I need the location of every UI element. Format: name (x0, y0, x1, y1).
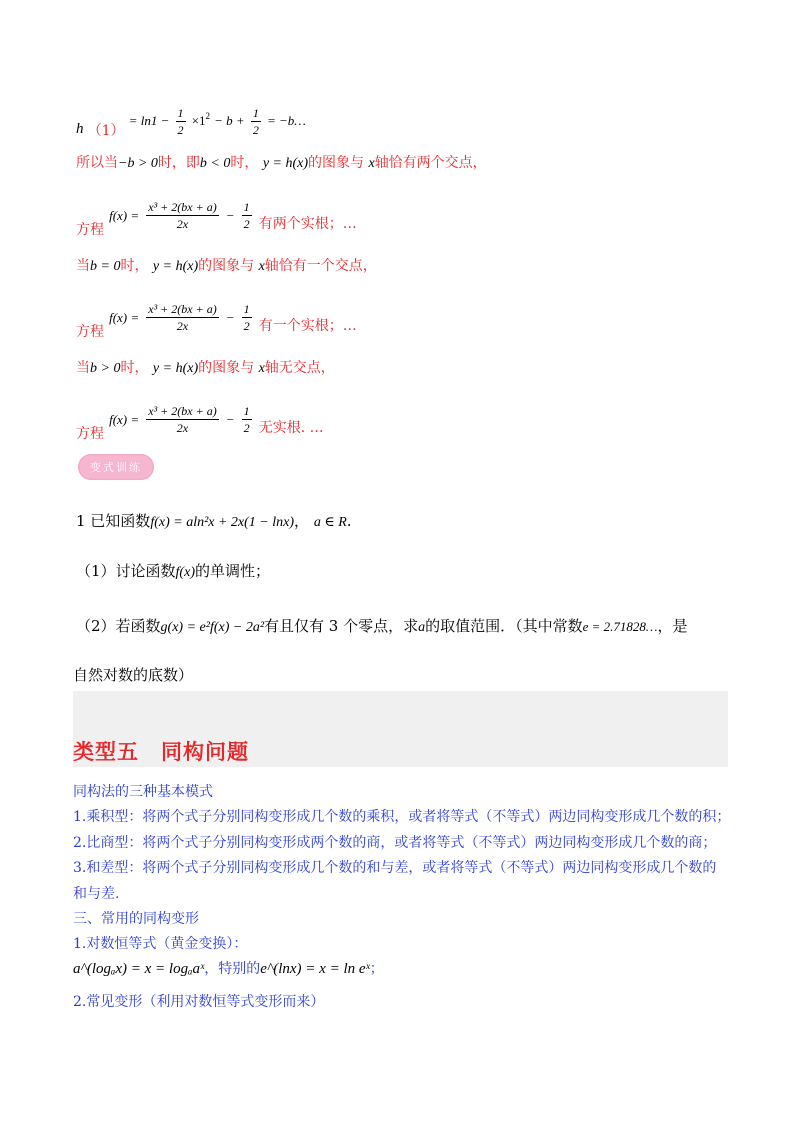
exercise-intro-c: . (346, 512, 352, 530)
half-num-2: 1 (252, 106, 259, 120)
case2-text-d: 的图象与 (198, 258, 255, 274)
equation-one (76, 200, 357, 238)
variant-training-badge (78, 454, 154, 480)
half-den-2: 2 (252, 123, 259, 137)
h-symbol: h (76, 121, 84, 137)
content-line-8-mid: ，特别的 (204, 961, 261, 977)
h-value-line (76, 106, 306, 137)
half-num: 1 (177, 106, 184, 120)
question-two-line2: 自然对数的底数） (73, 666, 194, 684)
case1-axis: x (368, 156, 375, 171)
equation-two (76, 302, 357, 340)
eq1-half-num: 1 (243, 200, 250, 214)
case1-cond: −b > 0 (118, 156, 158, 171)
eq3-prefix: 方程 (76, 426, 104, 442)
case1-text-d: 的图象与 (308, 155, 365, 171)
eq2-fraction (146, 302, 218, 333)
case2-axis: x (258, 259, 265, 274)
case-one-line (76, 152, 487, 172)
content-line-2: 1.乘积型：将两个式子分别同构变形成几个数的乘积，或者将等式（不等式）两边同构变形成几个数的积； (73, 809, 731, 825)
case1-func: y = h(x) (262, 156, 309, 171)
case1-cond2: b < 0 (199, 156, 231, 171)
case1-text-e: 轴恰有两个交点， (374, 155, 487, 171)
eq3-minus: − (225, 412, 235, 427)
eq2-prefix: 方程 (76, 324, 104, 340)
ln-identity-eq: e^(lnx) = x = ln eˣ (260, 961, 370, 977)
eq3-fraction (146, 404, 218, 435)
eq1-fraction (146, 200, 218, 231)
eq3-den: 2x (176, 421, 189, 435)
equation-three (76, 404, 324, 442)
eq1-den: 2x (176, 217, 189, 231)
case3-text-b: 时， (120, 360, 149, 376)
eq2-half-num: 1 (243, 302, 250, 316)
eq1-prefix: 方程 (76, 222, 104, 238)
half-den: 2 (177, 123, 184, 137)
content-line-3: 2.比商型：将两个式子分别同构变形成两个数的商，或者将等式（不等式）两边同构变形成几个数的商； (73, 835, 717, 851)
eq2-minus: − (225, 310, 235, 325)
h-eq-a: = ln1 − (128, 113, 170, 128)
section-title: 类型五 同构问题 (73, 739, 249, 764)
eq1-minus: − (225, 208, 235, 223)
eq3-half (242, 404, 252, 435)
eq2-half-den: 2 (243, 319, 250, 333)
case1-text-c: 时， (230, 155, 259, 171)
exercise-a-in-r: a ∈ R (313, 515, 347, 530)
q2-text-c: 的取值范围．（其中常数 (425, 617, 583, 635)
eq2-suffix: 有一个实根；… (258, 318, 357, 334)
log-identity-eq: a^(logₐx) = x = logₐaˣ (73, 961, 205, 977)
h-eq-c: − b + (214, 113, 245, 128)
h-eq-d: = −b… (266, 113, 306, 128)
eq1-fx: f(x) = (109, 208, 140, 223)
case2-text-a: 当 (76, 258, 90, 274)
case3-axis: x (258, 361, 265, 376)
badge-label: 变式训练 (90, 461, 142, 474)
eq3-num: x³ + 2(bx + a) (148, 404, 217, 418)
content-line-5: 和与差. (73, 886, 120, 902)
eq1-num: x³ + 2(bx + a) (148, 200, 217, 214)
h-eq-b: ×1 (191, 113, 206, 128)
content-line-8-end: ； (369, 961, 384, 977)
q2-a-var: a (418, 620, 426, 635)
case2-text-e: 轴恰有一个交点， (264, 258, 377, 274)
eq1-suffix: 有两个实根；… (258, 216, 357, 232)
content-line-8 (73, 958, 384, 978)
case3-text-d: 的图象与 (198, 360, 255, 376)
content-line-4: 3.和差型：将两个式子分别同构变形成几个数的和与差，或者将等式（不等式）两边同构变形成几个数的 (73, 860, 717, 876)
half-fraction (176, 106, 186, 137)
case3-func: y = h(x) (152, 361, 199, 376)
question-one (76, 560, 270, 581)
case2-func: y = h(x) (152, 259, 199, 274)
q1-fx: f(x) (175, 565, 195, 580)
question-two (76, 615, 688, 636)
eq1-half-den: 2 (243, 217, 250, 231)
exercise-intro-b: ， (294, 512, 310, 530)
eq3-fx: f(x) = (109, 412, 140, 427)
q1-text-a: （1）讨论函数 (76, 562, 176, 580)
content-line-9: 2.常见变形（利用对数恒等式变形而来） (73, 994, 325, 1010)
case-two-line (76, 255, 377, 275)
case-three-line (76, 357, 335, 377)
case1-text-b: 时，即 (157, 155, 200, 171)
exercise-intro-a: 1 已知函数 (76, 512, 151, 530)
case3-text-a: 当 (76, 360, 90, 376)
case3-cond: b > 0 (90, 361, 121, 376)
eq2-half (242, 302, 252, 333)
case1-text-a: 所以当 (76, 155, 118, 171)
q2-gx: g(x) = e²f(x) − 2a² (160, 620, 265, 635)
case3-text-e: 轴无交点， (264, 360, 335, 376)
h-square: 2 (205, 111, 210, 121)
q2-text-a: （2）若函数 (76, 617, 161, 635)
case2-cond: b = 0 (90, 259, 121, 274)
exercise-intro (76, 510, 352, 531)
q2-e-constant: e = 2.71828… (582, 619, 658, 634)
q2-text-d: ，是 (657, 617, 688, 635)
eq3-half-num: 1 (243, 404, 250, 418)
h-argument: （1） (87, 123, 125, 139)
exercise-fx: f(x) = aln²x + 2x(1 − lnx) (150, 515, 295, 530)
case2-text-b: 时， (120, 258, 149, 274)
q2-text-b: 有且仅有 3 个零点，求 (264, 617, 419, 635)
eq3-suffix: 无实根. … (258, 420, 324, 436)
eq3-half-den: 2 (243, 421, 250, 435)
eq2-den: 2x (176, 319, 189, 333)
eq1-half (242, 200, 252, 231)
eq2-num: x³ + 2(bx + a) (148, 302, 217, 316)
content-line-6: 三、常用的同构变形 (73, 911, 199, 927)
half-fraction-2 (251, 106, 261, 137)
eq2-fx: f(x) = (109, 310, 140, 325)
content-line-7: 1.对数恒等式（黄金变换）： (73, 936, 248, 952)
q1-text-b: 的单调性； (194, 562, 270, 580)
content-line-1: 同构法的三种基本模式 (73, 784, 213, 800)
